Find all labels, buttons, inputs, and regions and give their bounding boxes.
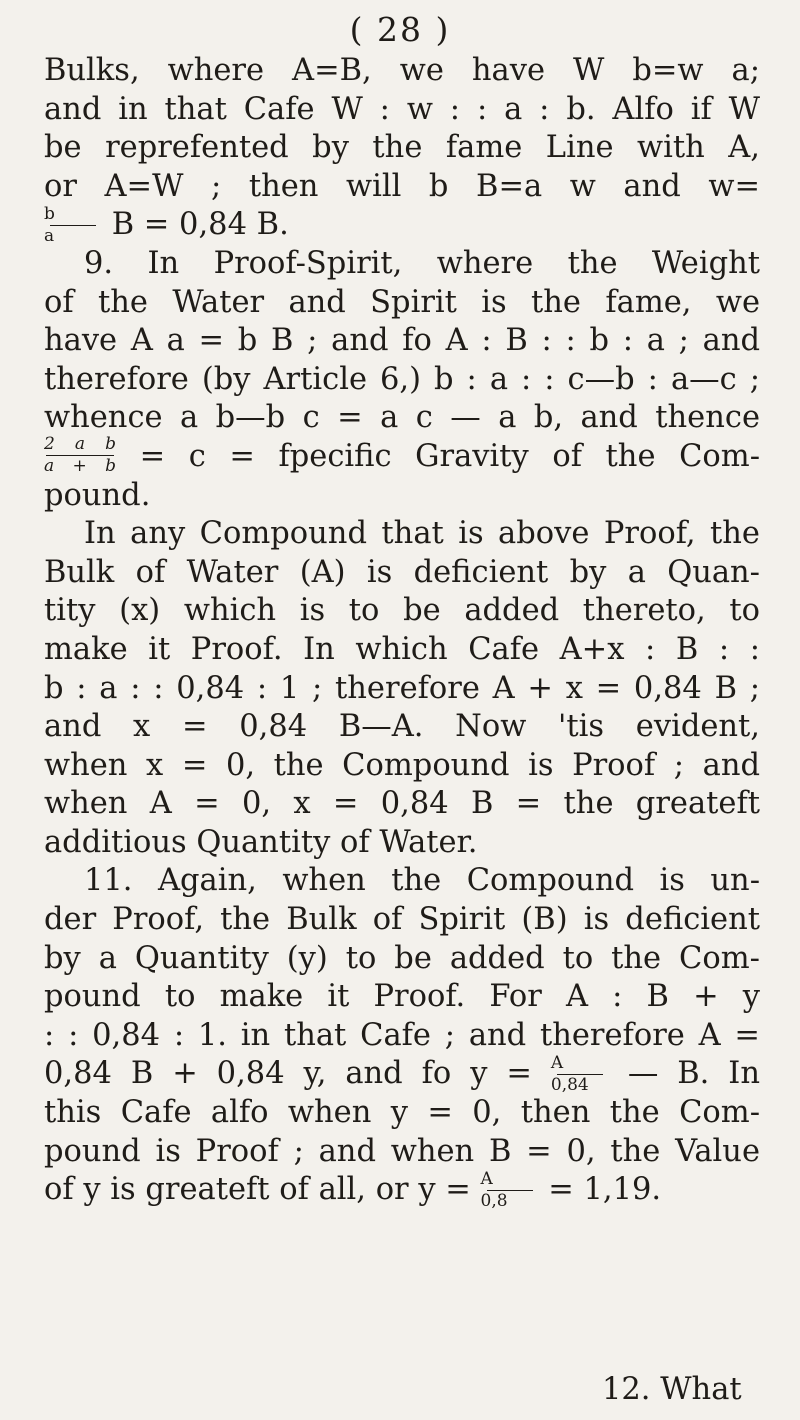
line-text: pound to make it Proof. For A : B + y xyxy=(44,979,760,1015)
line-text: der Proof, the Bulk of Spirit (B) is deficient xyxy=(44,902,760,938)
text-line xyxy=(44,978,760,1017)
text-line xyxy=(44,284,760,323)
text-line xyxy=(44,322,760,361)
fraction-A-over-08 xyxy=(480,1169,539,1212)
line-text-visible: — B. In xyxy=(627,1056,760,1092)
line-text: Bulk of Water (A) is deficient by a Quan- xyxy=(44,554,760,590)
text-line xyxy=(44,940,760,979)
fraction-numerator: A xyxy=(550,1053,564,1074)
text-line xyxy=(44,708,760,747)
text-line xyxy=(44,91,760,130)
text-line xyxy=(44,670,760,709)
line-text: : : 0,84 : 1. in that Cafe ; and therefore A = xyxy=(44,1017,760,1053)
line-text: pound is Proof ; and when B = 0, the Value xyxy=(44,1133,760,1169)
line-text: have A a = b B ; and fo A : B : : b : a ; and xyxy=(44,323,760,359)
fraction-denominator: 0,84 xyxy=(550,1075,589,1096)
text-line xyxy=(44,129,760,168)
text-line xyxy=(44,399,760,438)
line-text-visible: = 1,19. xyxy=(548,1172,662,1208)
text-line xyxy=(44,1017,760,1056)
line-text: by a Quantity (y) to be added to the Com- xyxy=(44,940,760,976)
fraction-numerator: A xyxy=(480,1169,493,1190)
line-text: 11. Again, when the Compound is un- xyxy=(84,863,760,899)
line-text: In any Compound that is above Proof, the xyxy=(84,516,760,552)
line-text: and in that Cafe W : w : : a : b. Alfo if W xyxy=(44,91,760,127)
line-text: of the Water and Spirit is the fame, we xyxy=(44,284,760,320)
text-line xyxy=(44,245,760,284)
page-number: ( 28 ) xyxy=(349,10,451,49)
fraction-b-over-a xyxy=(44,204,102,247)
text-line xyxy=(44,862,760,901)
line-text-visible: = c = fpecific Gravity of the Com- xyxy=(139,438,760,474)
text-line xyxy=(44,785,760,824)
line-text: pound. xyxy=(44,477,151,513)
line-text-visible: of y is greateft of all, or y = xyxy=(44,1172,471,1208)
text-line xyxy=(44,747,760,786)
line-text-visible: 0,84 B + 0,84 y, and fo y = xyxy=(44,1056,532,1092)
line-text: tity (x) which is to be added thereto, to xyxy=(44,593,760,629)
text-line-formula xyxy=(44,433,760,477)
text-line-formula xyxy=(44,1055,760,1094)
fraction-A-over-084 xyxy=(550,1053,609,1096)
text-line xyxy=(44,168,760,207)
line-text-visible: B = 0,84 B. xyxy=(111,207,289,243)
fraction-denominator: a xyxy=(44,226,55,247)
text-line xyxy=(44,631,760,670)
text-line xyxy=(44,592,760,631)
text-line xyxy=(44,554,760,593)
line-text: additious Quantity of Water. xyxy=(44,824,478,860)
line-text: make it Proof. In which Cafe A+x : B : : xyxy=(44,631,760,667)
line-text: and x = 0,84 B—A. Now 'tis evident, xyxy=(44,709,760,745)
line-text: therefore (by Article 6,) b : a : : c—b : a—c ; xyxy=(44,361,760,397)
fraction-numerator: b xyxy=(44,204,55,225)
page-body xyxy=(44,52,760,1210)
text-line-formula xyxy=(44,1171,760,1210)
text-line xyxy=(44,515,760,554)
text-line xyxy=(44,477,760,516)
fraction-denominator: a + b xyxy=(44,455,116,476)
fraction-numerator: 2 a b xyxy=(44,433,116,454)
line-text: this Cafe alfo when y = 0, then the Com- xyxy=(44,1095,760,1131)
line-text: b : a : : 0,84 : 1 ; therefore A + x = 0,84 B ; xyxy=(44,670,760,706)
catchword: 12. What xyxy=(602,1372,742,1407)
text-line xyxy=(44,901,760,940)
text-line xyxy=(44,824,760,863)
text-line xyxy=(44,52,760,91)
fraction-2ab xyxy=(44,433,116,476)
fraction-denominator: 0,8 xyxy=(480,1191,508,1212)
line-text: when x = 0, the Compound is Proof ; and xyxy=(44,747,760,783)
line-text: Bulks, where A=B, we have W b=w a; xyxy=(44,53,760,88)
line-text: 9. In Proof-Spirit, where the Weight xyxy=(84,245,760,281)
line-text: or A=W ; then will b B=a w and w= xyxy=(44,168,760,204)
text-line xyxy=(44,361,760,400)
line-text: be reprefented by the fame Line with A, xyxy=(44,130,760,166)
text-line xyxy=(44,1133,760,1172)
line-text: when A = 0, x = 0,84 B = the greateft xyxy=(44,786,760,822)
text-line xyxy=(44,1094,760,1133)
line-text: whence a b—b c = a c — a b, and thence xyxy=(44,400,760,436)
text-line-formula xyxy=(44,206,760,245)
